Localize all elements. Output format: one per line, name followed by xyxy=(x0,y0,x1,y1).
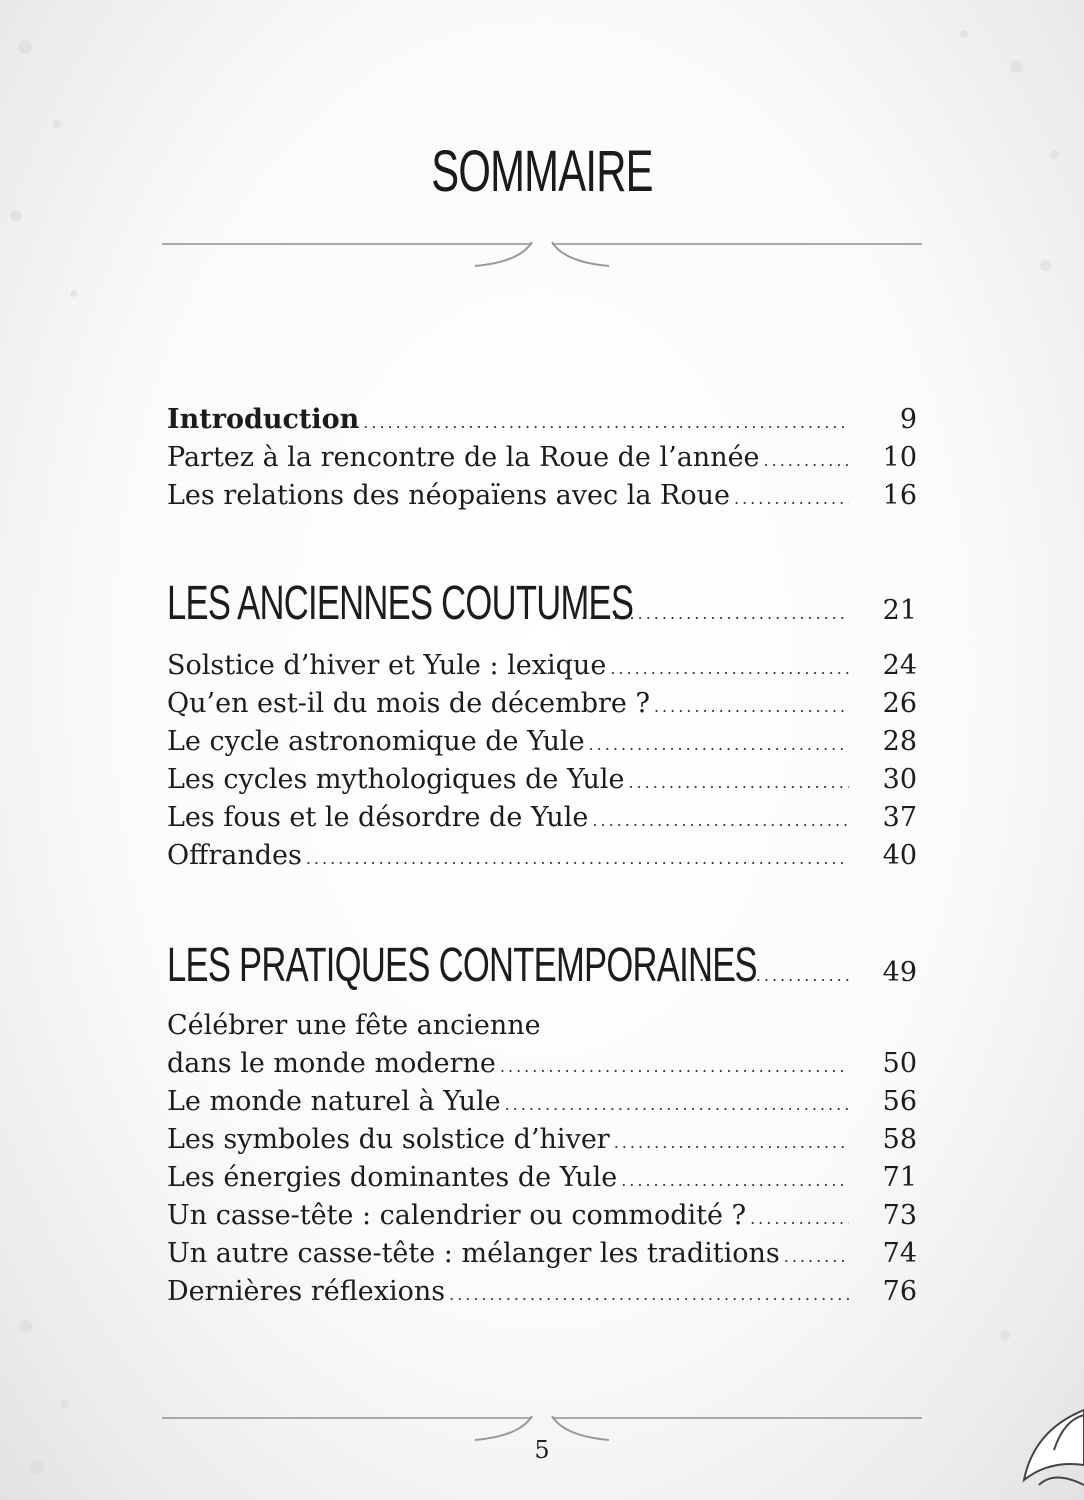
toc-page-number: 26 xyxy=(882,688,917,719)
toc-entry-label: Un casse-tête : calendrier ou commodité ? xyxy=(167,1200,747,1231)
toc-entry-label: Le monde naturel à Yule xyxy=(167,1086,501,1117)
toc-leader-dots xyxy=(621,1171,849,1190)
toc-leader-dots xyxy=(589,735,849,754)
toc-page-number: 74 xyxy=(882,1238,917,1269)
toc-entry xyxy=(167,650,917,688)
toc-entry xyxy=(167,442,917,480)
toc-entry-label: Le cycle astronomique de Yule xyxy=(167,726,585,757)
toc-entry-label: Partez à la rencontre de la Roue de l’année xyxy=(167,442,760,473)
page-number-folio: 5 xyxy=(534,1436,550,1464)
toc-page-number: 58 xyxy=(882,1124,917,1155)
toc-entry-label: Introduction xyxy=(167,404,360,435)
toc-entry xyxy=(167,726,917,764)
corner-flourish-icon xyxy=(994,1390,1084,1500)
toc-entry-label: Les cycles mythologiques de Yule xyxy=(167,764,625,795)
toc-entry xyxy=(167,688,917,726)
toc-section-heading-anciennes-coutumes xyxy=(167,576,917,636)
toc-leader-dots xyxy=(734,489,849,508)
toc-leader-dots xyxy=(628,773,849,792)
toc-entry xyxy=(167,1238,917,1276)
toc-leader-dots xyxy=(449,1285,849,1304)
page-title: SOMMAIRE xyxy=(431,139,653,204)
toc-leader-dots xyxy=(363,413,849,432)
toc-entry-label: Les énergies dominantes de Yule xyxy=(167,1162,618,1193)
toc-entry-introduction xyxy=(167,404,917,442)
toc-entry-label: dans le monde moderne xyxy=(167,1048,496,1079)
toc-entry xyxy=(167,802,917,840)
toc-page-number: 30 xyxy=(882,764,917,795)
toc-page-number: 16 xyxy=(882,480,917,511)
toc-section-heading-pratiques-contemporaines xyxy=(167,938,917,998)
toc-leader-dots xyxy=(654,697,849,716)
toc-entry xyxy=(167,1086,917,1124)
toc-entry xyxy=(167,480,917,518)
toc-page-number: 10 xyxy=(882,442,917,473)
toc-leader-dots xyxy=(764,451,849,470)
toc-leader-dots xyxy=(614,1133,849,1152)
toc-entry xyxy=(167,764,917,802)
toc-entry xyxy=(167,1200,917,1238)
toc-entry-label: Solstice d’hiver et Yule : lexique xyxy=(167,650,607,681)
toc-page-number: 76 xyxy=(882,1276,917,1307)
toc-entry-label: Qu’en est-il du mois de décembre ? xyxy=(167,688,650,719)
toc-leader-dots xyxy=(784,1247,849,1266)
toc-entry xyxy=(167,840,917,878)
toc-page-number: 40 xyxy=(882,840,917,871)
toc-entry xyxy=(167,1124,917,1162)
toc-entry-label: Les relations des néopaïens avec la Roue xyxy=(167,480,730,511)
toc-entry-label: Les fous et le désordre de Yule xyxy=(167,802,589,833)
toc-page-number: 71 xyxy=(882,1162,917,1193)
toc-page-number: 49 xyxy=(882,957,917,988)
toc-page-number: 24 xyxy=(882,650,917,681)
toc-leader-dots xyxy=(505,1095,849,1114)
toc-entry xyxy=(167,1048,917,1086)
toc-page-number: 21 xyxy=(882,595,917,626)
toc-page-number: 9 xyxy=(899,404,917,435)
toc-entry-label: Célébrer une fête ancienne xyxy=(167,1010,541,1041)
toc-page-number: 37 xyxy=(882,802,917,833)
toc-page-number: 28 xyxy=(882,726,917,757)
toc-entry-label: Un autre casse-tête : mélanger les traditions xyxy=(167,1238,780,1269)
toc-entry-label: Dernières réflexions xyxy=(167,1276,446,1307)
toc-leader-dots xyxy=(500,1057,849,1076)
section-heading-label: LES PRATIQUES CONTEMPORAINES xyxy=(167,939,757,992)
toc-entry-label: Offrandes xyxy=(167,840,302,871)
toc-leader-dots xyxy=(750,1209,849,1228)
toc-leader-dots xyxy=(592,811,849,830)
toc-entry xyxy=(167,1162,917,1200)
toc-entry-label: Les symboles du solstice d’hiver xyxy=(167,1124,610,1155)
ornamental-divider-top xyxy=(160,236,924,276)
toc-leader-dots xyxy=(610,659,849,678)
toc-entry xyxy=(167,1276,917,1314)
toc-leader-dots xyxy=(306,849,849,868)
toc-entry-line1 xyxy=(167,1010,917,1048)
toc-page-number: 50 xyxy=(882,1048,917,1079)
section-heading-label: LES ANCIENNES COUTUMES xyxy=(167,577,634,630)
toc-page-number: 56 xyxy=(882,1086,917,1117)
toc-page-number: 73 xyxy=(882,1200,917,1231)
